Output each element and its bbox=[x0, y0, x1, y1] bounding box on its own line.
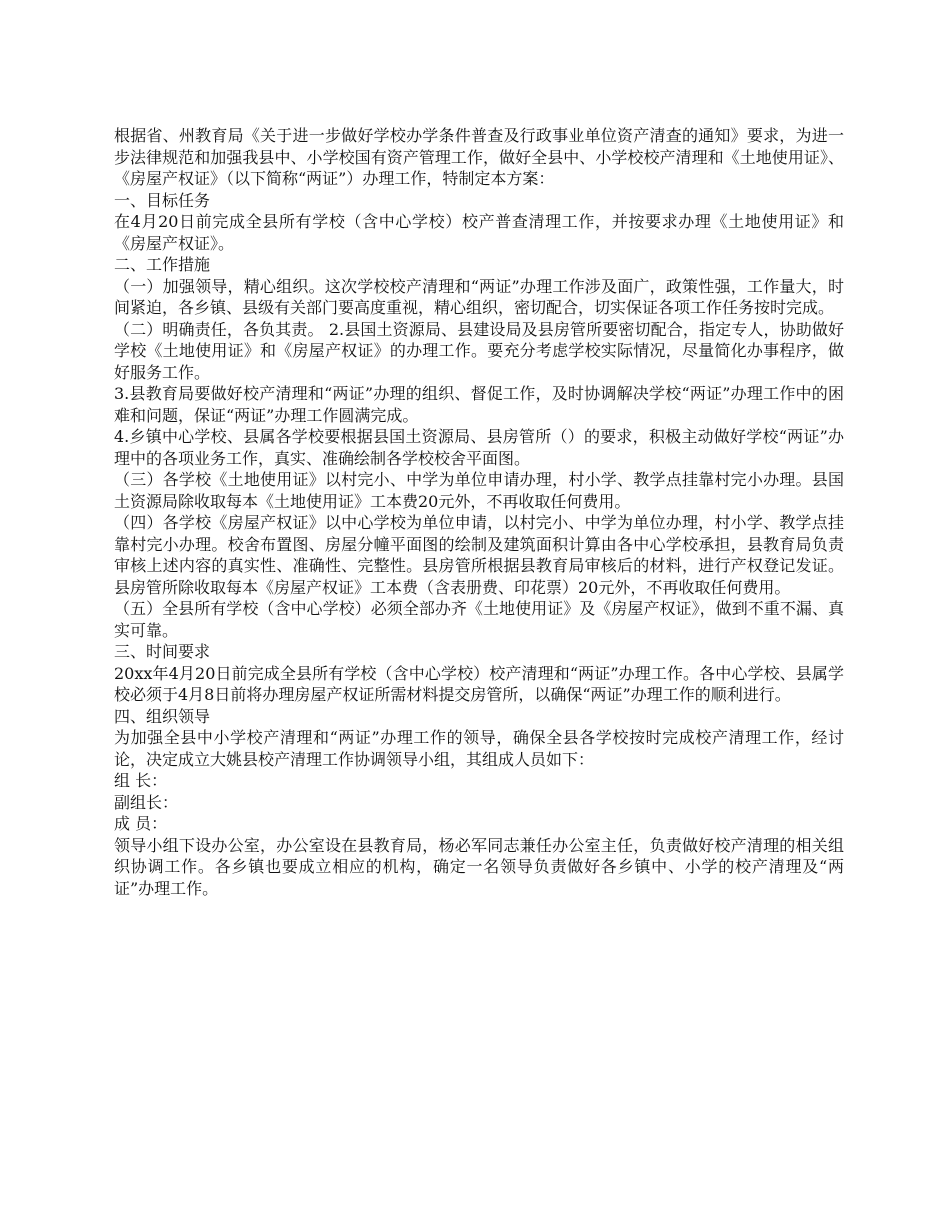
paragraph-measure-1: （一）加强领导，精心组织。这次学校校产清理和“两证”办理工作涉及面广，政策性强，工作量大，时间紧迫，各乡镇、县级有关部门要高度重视，精心组织，密切配合，切实保证各项工作任务按时完成。 bbox=[114, 276, 844, 317]
section-heading-organization: 四、组织领导 bbox=[114, 706, 211, 726]
section-heading-time: 三、时间要求 bbox=[114, 642, 211, 661]
intro-paragraph: 根据省、州教育局《关于进一步做好学校办学条件普查及行政事业单位资产清查的通知》要求，为进一步法律规范和加强我县中、小学校国有资产管理工作，做好全县中、小学校校产清理和《土地使用证》、《房屋产权证》（以下简称“两证”）办理工作，特制定本方案： bbox=[114, 126, 844, 188]
deputy-leader-line: 副组长： bbox=[114, 792, 179, 812]
paragraph-measure-3: （三）各学校《土地使用证》以村完小、中学为单位申请办理，村小学、教学点挂靠村完小办理。县国土资源局除收取每本《土地使用证》工本费20元外，不再收取任何费用。 bbox=[114, 470, 844, 511]
paragraph-item-4: 4.乡镇中心学校、县属各学校要根据县国土资源局、县房管所（）的要求，积极主动做好学校“两证”办理中的各项业务工作，真实、准确绘制各学校校舍平面图。 bbox=[114, 427, 844, 468]
document-body bbox=[114, 125, 844, 899]
paragraph-measure-2: （二）明确责任，各负其责。 2.县国土资源局、县建设局及县房管所要密切配合，指定专人，协助做好学校《土地使用证》和《房屋产权证》的办理工作。要充分考虑学校实际情况，尽量简化办事程序，做好服务工作。 bbox=[114, 319, 844, 382]
paragraph-office: 领导小组下设办公室，办公室设在县教育局，杨必军同志兼任办公室主任，负责做好校产清理的相关组织协调工作。各乡镇也要成立相应的机构，确定一名领导负责做好各乡镇中、小学的校产清理及“两证”办理工作。 bbox=[114, 835, 844, 898]
paragraph-measure-5: （五）全县所有学校（含中心学校）必须全部办齐《土地使用证》及《房屋产权证》，做到不重不漏、真实可靠。 bbox=[114, 599, 844, 640]
paragraph-time: 20xx年4月20日前完成全县所有学校（含中心学校）校产清理和“两证”办理工作。各中心学校、县属学校必须于4月8日前将办理房屋产权证所需材料提交房管所，以确保“两证”办理工作的顺利进行。 bbox=[114, 663, 844, 704]
section-heading-measures: 二、工作措施 bbox=[114, 255, 211, 274]
paragraph-item-3: 3.县教育局要做好校产清理和“两证”办理的组织、督促工作，及时协调解决学校“两证”办理工作中的困难和问题，保证“两证”办理工作圆满完成。 bbox=[114, 384, 844, 425]
leader-line: 组 长： bbox=[114, 771, 168, 790]
paragraph-goals: 在4月20日前完成全县所有学校（含中心学校）校产普查清理工作，并按要求办理《土地使用证》和《房屋产权证》。 bbox=[114, 212, 844, 253]
members-line: 成 员： bbox=[114, 814, 168, 833]
section-heading-goals: 一、目标任务 bbox=[114, 190, 211, 210]
paragraph-measure-4: （四）各学校《房屋产权证》以中心学校为单位申请，以村完小、中学为单位办理，村小学、教学点挂靠村完小办理。校舍布置图、房屋分幢平面图的绘制及建筑面积计算由各中心学校承担，县教育局负责审核上述内容的真实性、准确性、完整性。县房管所根据县教育局审核后的材料，进行产权登记发证。县房管所除收取每本《房屋产权证》工本费（含表册费、印花票）20元外，不再收取任何费用。 bbox=[114, 513, 844, 597]
paragraph-organization: 为加强全县中小学校产清理和“两证”办理工作的领导，确保全县各学校按时完成校产清理工作，经讨论，决定成立大姚县校产清理工作协调领导小组，其组成人员如下： bbox=[114, 728, 844, 769]
